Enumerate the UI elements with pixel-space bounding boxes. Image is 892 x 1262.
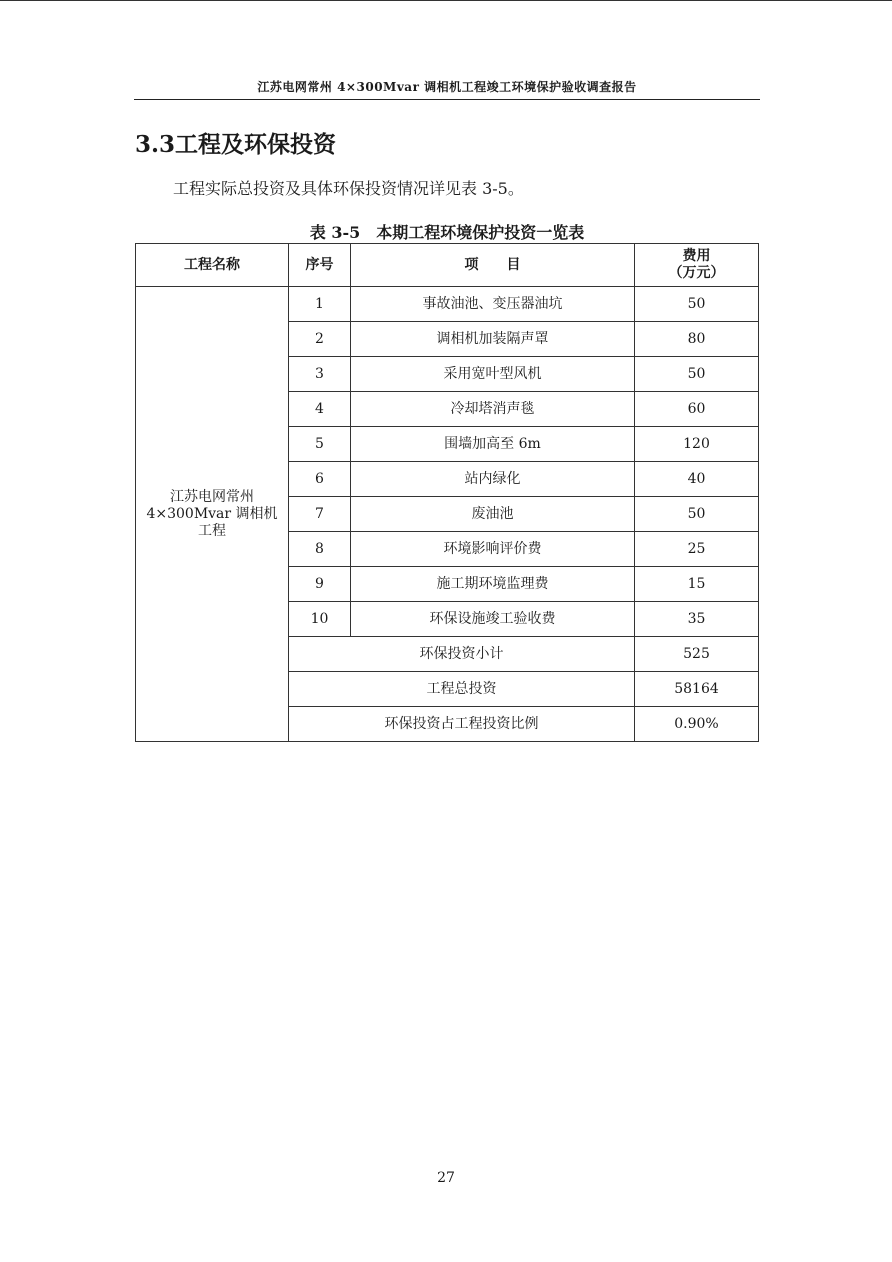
cell-item: 围墙加高至 6m: [351, 427, 635, 462]
cell-cost: 50: [635, 357, 759, 392]
cell-seq: 3: [289, 357, 351, 392]
cell-seq: 1: [289, 287, 351, 322]
header-seq: 序号: [289, 244, 351, 287]
summary-label: 环保投资小计: [289, 637, 635, 672]
page-top-border: [0, 0, 892, 1]
project-name-line: 4×300Mvar 调相机: [146, 505, 278, 522]
cell-cost: 40: [635, 462, 759, 497]
project-name-line: 江苏电网常州: [170, 488, 254, 505]
table-caption: 表 3-5 本期工程环境保护投资一览表: [309, 223, 585, 242]
running-header: 江苏电网常州 4×300Mvar 调相机工程竣工环境保护验收调查报告: [257, 80, 637, 94]
cell-cost: 35: [635, 602, 759, 637]
investment-table: [135, 243, 759, 742]
project-name-line: 工程: [198, 522, 226, 539]
summary-value: 58164: [635, 672, 759, 707]
cell-cost: 50: [635, 497, 759, 532]
cell-cost: 15: [635, 567, 759, 602]
project-name-cell: [136, 287, 289, 742]
cell-seq: 7: [289, 497, 351, 532]
cell-seq: 6: [289, 462, 351, 497]
table-row: [136, 287, 759, 322]
header-rule: [134, 99, 760, 100]
summary-label: 工程总投资: [289, 672, 635, 707]
summary-value: 525: [635, 637, 759, 672]
cell-item: 事故油池、变压器油坑: [351, 287, 635, 322]
cell-seq: 9: [289, 567, 351, 602]
header-project-name: 工程名称: [136, 244, 289, 287]
cell-cost: 60: [635, 392, 759, 427]
table-header-row: [136, 244, 759, 287]
summary-value: 0.90%: [635, 707, 759, 742]
header-cost-line1: 费用: [682, 248, 711, 264]
header-item: 项 目: [351, 244, 635, 287]
cell-item: 环境影响评价费: [351, 532, 635, 567]
cell-item: 环保设施竣工验收费: [351, 602, 635, 637]
cell-seq: 2: [289, 322, 351, 357]
intro-paragraph: 工程实际总投资及具体环保投资情况详见表 3-5。: [173, 179, 524, 198]
cell-item: 施工期环境监理费: [351, 567, 635, 602]
cell-seq: 10: [289, 602, 351, 637]
cell-seq: 4: [289, 392, 351, 427]
cell-item: 冷却塔消声毯: [351, 392, 635, 427]
summary-label: 环保投资占工程投资比例: [289, 707, 635, 742]
cell-cost: 25: [635, 532, 759, 567]
cell-item: 调相机加装隔声罩: [351, 322, 635, 357]
cell-item: 废油池: [351, 497, 635, 532]
cell-seq: 5: [289, 427, 351, 462]
section-heading: 3.3工程及环保投资: [135, 131, 337, 158]
cell-item: 站内绿化: [351, 462, 635, 497]
header-cost-line2: （万元）: [668, 265, 725, 281]
page-number: 27: [437, 1170, 455, 1186]
header-cost: [635, 244, 759, 287]
cell-seq: 8: [289, 532, 351, 567]
cell-cost: 50: [635, 287, 759, 322]
cell-cost: 80: [635, 322, 759, 357]
cell-cost: 120: [635, 427, 759, 462]
cell-item: 采用宽叶型风机: [351, 357, 635, 392]
